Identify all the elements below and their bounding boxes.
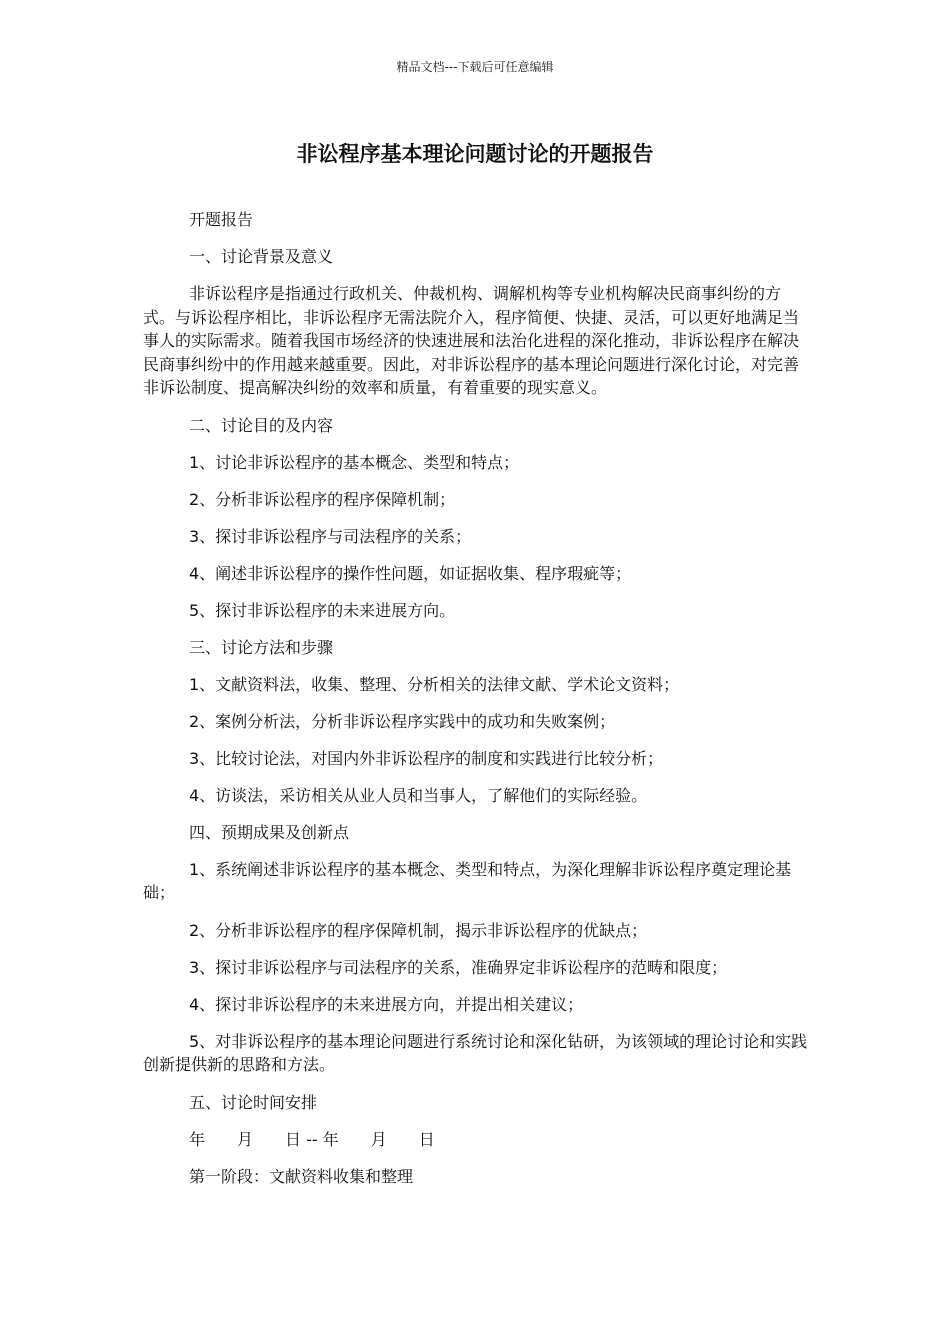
outcome-item-3: 3、探讨非诉讼程序与司法程序的关系，准确界定非诉讼程序的范畴和限度； — [189, 957, 728, 977]
method-item-2: 2、案例分析法，分析非诉讼程序实践中的成功和失败案例； — [189, 711, 616, 731]
header-note: 精品文档---下载后可任意编辑 — [396, 60, 554, 74]
method-item-3: 3、比较讨论法，对国内外非诉讼程序的制度和实践进行比较分析； — [189, 748, 664, 768]
purpose-item-2: 2、分析非诉讼程序的程序保障机制； — [189, 489, 456, 509]
section-heading-purpose: 二、讨论目的及内容 — [189, 415, 334, 435]
schedule-phase-1: 第一阶段：文献资料收集和整理 — [189, 1166, 414, 1186]
method-item-4: 4、访谈法，采访相关从业人员和当事人，了解他们的实际经验。 — [189, 785, 648, 805]
section-heading-background: 一、讨论背景及意义 — [189, 247, 334, 266]
outcome-item-4: 4、探讨非诉讼程序的未来进展方向，并提出相关建议； — [189, 994, 584, 1014]
section-label-report: 开题报告 — [189, 210, 254, 229]
section-heading-outcomes: 四、预期成果及创新点 — [189, 822, 350, 842]
purpose-item-3: 3、探讨非诉讼程序与司法程序的关系； — [189, 526, 472, 546]
purpose-item-4: 4、阐述非诉讼程序的操作性问题，如证据收集、程序瑕疵等； — [189, 563, 632, 583]
outcome-item-5: 5、对非诉讼程序的基本理论问题进行系统讨论和深化钻研，为该领域的理论讨论和实践创新提供新的思路和方法。 — [143, 1031, 808, 1074]
document-title: 非讼程序基本理论问题讨论的开题报告 — [296, 142, 654, 166]
section-heading-methods: 三、讨论方法和步骤 — [189, 637, 334, 657]
outcome-item-2: 2、分析非诉讼程序的程序保障机制，揭示非诉讼程序的优缺点； — [189, 920, 648, 940]
schedule-date-range: 年 月 日 -- 年 月 日 — [189, 1129, 435, 1149]
method-item-1: 1、文献资料法，收集、整理、分析相关的法律文献、学术论文资料； — [189, 674, 680, 694]
document-body — [143, 208, 808, 1202]
outcome-item-1: 1、系统阐述非诉讼程序的基本概念、类型和特点，为深化理解非诉讼程序奠定理论基础； — [143, 859, 792, 902]
purpose-item-5: 5、探讨非诉讼程序的未来进展方向。 — [189, 600, 456, 620]
section-heading-schedule: 五、讨论时间安排 — [189, 1092, 318, 1112]
purpose-item-1: 1、讨论非诉讼程序的基本概念、类型和特点； — [189, 452, 520, 472]
background-paragraph: 非诉讼程序是指通过行政机关、仲裁机构、调解机构等专业机构解决民商事纠纷的方式。与诉讼程序相比，非诉讼程序无需法院介入，程序简便、快捷、灵活，可以更好地满足当事人的实际需求。随着我国市场经济的快速进展和法治化进程的深化推动，非诉讼程序在解决民商事纠纷中的作用越来越重要。因此，对非诉讼程序的基本理论问题进行深化讨论，对完善非诉讼制度、提高解决纠纷的效率和质量，有着重要的现实意义。 — [143, 284, 800, 397]
